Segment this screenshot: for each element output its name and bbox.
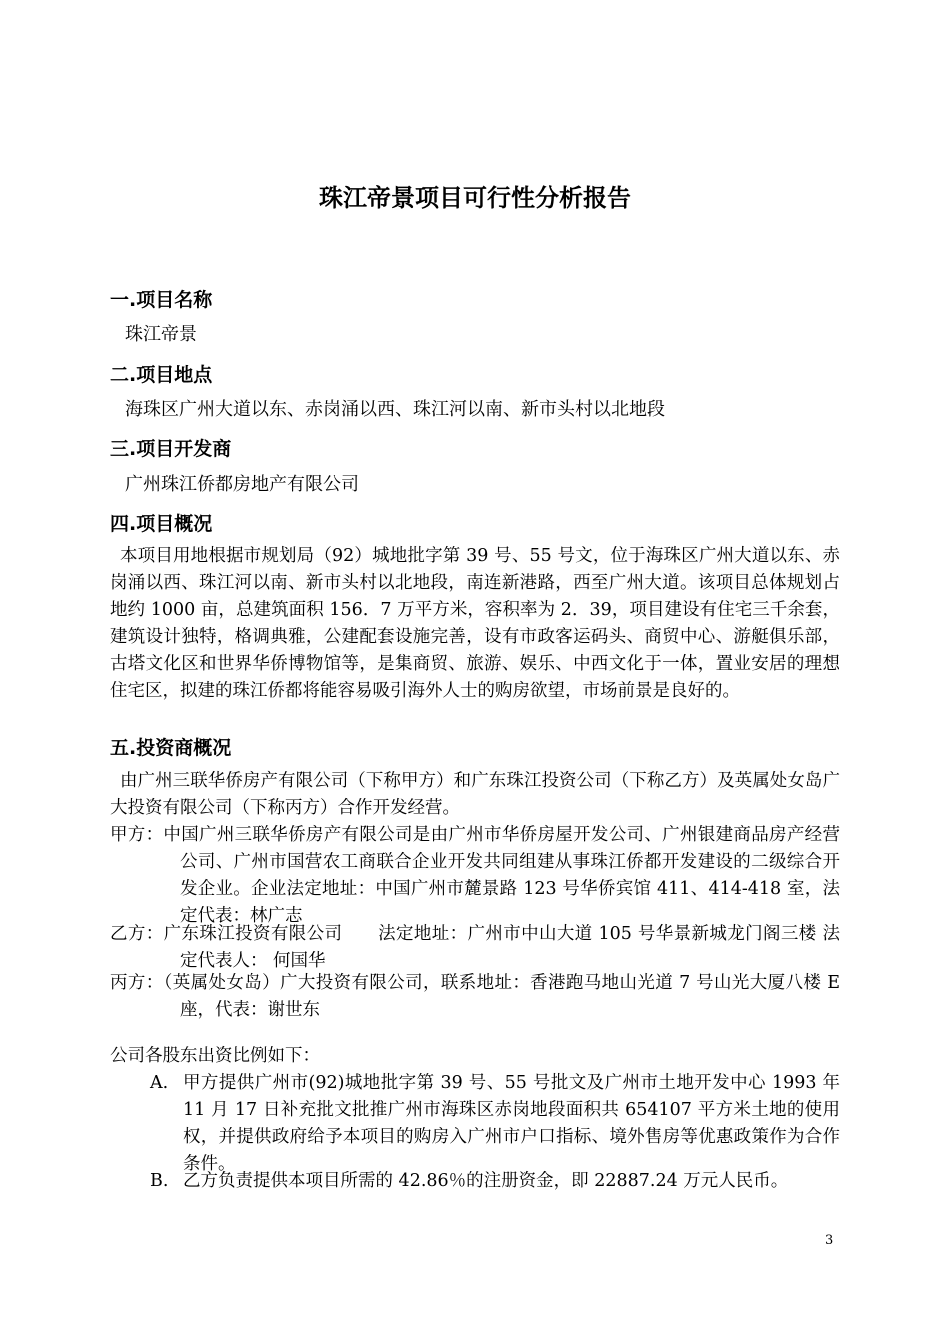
party-c: 丙方：（英属处女岛）广大投资有限公司，联系地址：香港跑马地山光道 7 号山光大厦八楼 E 座，代表：谢世东 — [110, 973, 840, 1020]
section-text-project-name: 珠江帝景 — [125, 324, 197, 345]
list-item-text: 乙方负责提供本项目所需的 42.86％的注册资金，即 22887.24 万元人民币。 — [183, 1171, 789, 1191]
list-item-text: 甲方提供广州市(92)城地批字第 39 号、55 号批文及广州市土地开发中心 1993 年 11 月 17 日补充批文批推广州市海珠区赤岗地段面积共 654107 平方米土地的使用权，并提供政府给予本项目的购房入广州市户口指标、境外售房等优惠政策作为合作条件。 — [183, 1073, 840, 1174]
section-heading-project-developer: 三.项目开发商 — [110, 438, 232, 460]
section-text-project-location: 海珠区广州大道以东、赤岗涌以西、珠江河以南、新市头村以北地段 — [125, 399, 665, 420]
page-number: 3 — [825, 1233, 834, 1248]
section-text-project-overview: 本项目用地根据市规划局（92）城地批字第 39 号、55 号文，位于海珠区广州大道以东、赤岗涌以西、珠江河以南、新市头村以北地段，南连新港路，西至广州大道。该项目总体规划占地约 1000 亩，总建筑面积 156．7 万平方米，容积率为 2．39，项目建设有住宅三千余套，建筑设计独特，格调典雅，公建配套设施完善，设有市政客运码头、商贸中心、游艇俱乐部，古塔文化区和世界华侨博物馆等，是集商贸、旅游、娱乐、中西文化于一体，置业安居的理想住宅区，拟建的珠江侨都将能容易吸引海外人士的购房欲望，市场前景是良好的。 — [110, 546, 840, 701]
report-title: 珠江帝景项目可行性分析报告 — [319, 184, 631, 212]
list-marker: B. — [150, 1171, 169, 1191]
section-text-investor-overview: 由广州三联华侨房产有限公司（下称甲方）和广东珠江投资公司（下称乙方）及英属处女岛广大投资有限公司（下称丙方）合作开发经营。 — [110, 771, 840, 818]
section-text-project-developer: 广州珠江侨都房地产有限公司 — [125, 474, 359, 495]
party-b: 乙方：广东珠江投资有限公司 法定地址：广州市中山大道 105 号华景新城龙门阁三楼 法定代表人： 何国华 — [110, 924, 840, 971]
list-item — [150, 1168, 840, 1195]
section-heading-investor-overview: 五.投资商概况 — [110, 737, 232, 759]
section-heading-project-overview: 四.项目概况 — [110, 513, 213, 535]
list-item — [150, 1070, 840, 1178]
section-heading-project-name: 一.项目名称 — [110, 289, 213, 311]
list-marker: A. — [150, 1073, 169, 1093]
party-a: 甲方：中国广州三联华侨房产有限公司是由广州市华侨房屋开发公司、广州银建商品房产经营公司、广州市国营农工商联合企业开发共同组建从事珠江侨都开发建设的二级综合开发企业。企业法定地址：中国广州市麓景路 123 号华侨宾馆 411、414-418 室，法定代表：林广志 — [110, 825, 840, 926]
shareholding-intro: 公司各股东出资比例如下： — [110, 1046, 320, 1066]
section-heading-project-location: 二.项目地点 — [110, 364, 213, 386]
